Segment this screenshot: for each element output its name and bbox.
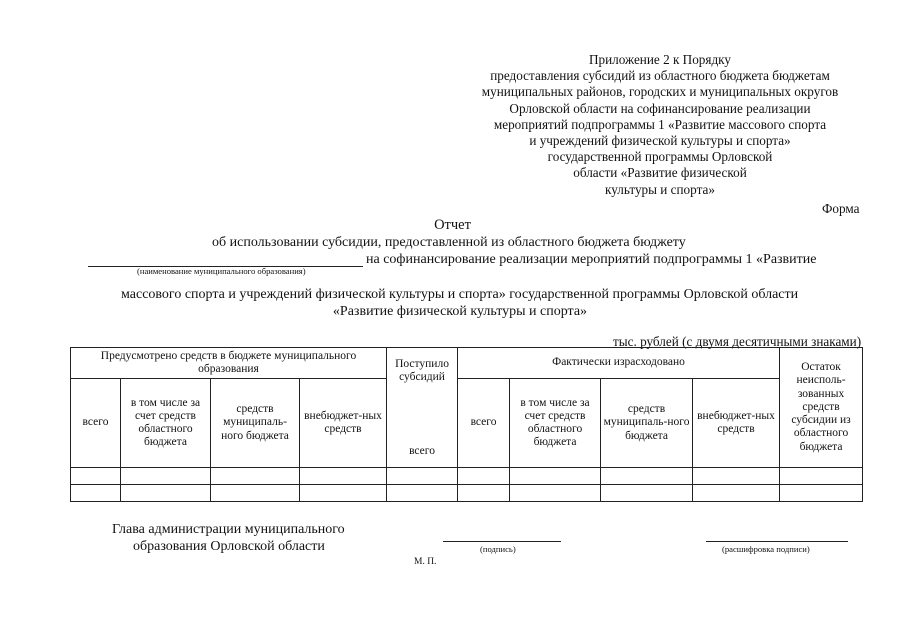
- table-cell: [693, 468, 780, 485]
- header-budget-regional: в том числе за счет средств областного бюджета: [121, 379, 211, 468]
- report-table: [70, 347, 863, 502]
- table-cell: [458, 468, 510, 485]
- table-cell: [211, 485, 300, 502]
- table-cell: [780, 468, 863, 485]
- appendix-line: предоставления субсидий из областного бюджета бюджетам: [490, 68, 830, 84]
- table-cell: [780, 485, 863, 502]
- header-budget-municipal: средств муниципаль-ного бюджета: [211, 379, 300, 468]
- table-cell: [300, 485, 387, 502]
- table-cell: [601, 485, 693, 502]
- signature-caption: (подпись): [480, 544, 516, 554]
- signature-decode-caption: (расшифровка подписи): [722, 544, 810, 554]
- head-title-line-1: Глава администрации муниципального: [112, 522, 345, 537]
- header-received-label: Поступило субсидий: [395, 357, 449, 383]
- table-cell: [121, 468, 211, 485]
- table-cell: [387, 468, 458, 485]
- signature-underline: [443, 541, 561, 542]
- table-cell: [510, 468, 601, 485]
- header-budget-total: всего: [71, 379, 121, 468]
- table-cell: [693, 485, 780, 502]
- table-cell: [71, 485, 121, 502]
- appendix-line: области «Развитие физической: [573, 165, 747, 181]
- signature-decode-underline: [706, 541, 848, 542]
- header-spent-extra: внебюджет-ных средств: [693, 379, 780, 468]
- table-row: [71, 485, 863, 502]
- appendix-line: культуры и спорта»: [605, 181, 715, 197]
- table-cell: [71, 468, 121, 485]
- units-note: тыс. рублей (с двумя десятичными знаками): [613, 334, 862, 349]
- table-cell: [300, 468, 387, 485]
- form-label: Форма: [822, 201, 860, 216]
- table-cell: [211, 468, 300, 485]
- header-budget-group: Предусмотрено средств в бюджете муниципального образования: [71, 348, 387, 379]
- appendix-line: муниципальных районов, городских и муниципальных округов: [481, 84, 839, 100]
- report-line-3: массового спорта и учреждений физической культуры и спорта» государственной программы Орловской области: [121, 287, 799, 302]
- table-cell: [121, 485, 211, 502]
- report-line-1: об использовании субсидии, предоставленной из областного бюджета бюджету: [212, 235, 686, 250]
- table-row: [71, 468, 863, 485]
- appendix-line: Приложение 2 к Порядку: [589, 52, 731, 67]
- header-spent-municipal: средств муниципаль-ного бюджета: [601, 379, 693, 468]
- header-spent-total: всего: [458, 379, 510, 468]
- header-remainder: Остаток неисполь-зованных средств субсидии из областного бюджета: [780, 348, 863, 468]
- head-title-line-2: образования Орловской области: [133, 539, 325, 554]
- report-line-2: на софинансирование реализации мероприятий подпрограммы 1 «Развитие: [366, 252, 817, 267]
- appendix-line: мероприятий подпрограммы 1 «Развитие массового спорта: [493, 116, 827, 132]
- header-spent-regional: в том числе за счет средств областного бюджета: [510, 379, 601, 468]
- report-title: Отчет: [434, 217, 471, 233]
- header-spent-group: Фактически израсходовано: [458, 348, 780, 379]
- table-cell: [458, 485, 510, 502]
- appendix-line: Орловской области на софинансирование реализации: [509, 100, 811, 116]
- table-cell: [510, 485, 601, 502]
- header-received-total: всего: [409, 445, 435, 458]
- municipality-caption: (наименование муниципального образования): [137, 266, 306, 276]
- table-cell: [387, 485, 458, 502]
- appendix-line: и учреждений физической культуры и спорта»: [529, 133, 791, 149]
- table-cell: [601, 468, 693, 485]
- appendix-line: государственной программы Орловской: [547, 149, 773, 165]
- header-budget-extra: внебюджет-ных средств: [300, 379, 387, 468]
- appendix-header: [440, 52, 880, 198]
- report-line-4: «Развитие физической культуры и спорта»: [332, 304, 588, 319]
- stamp-place: М. П.: [414, 557, 437, 567]
- header-received: [387, 348, 458, 468]
